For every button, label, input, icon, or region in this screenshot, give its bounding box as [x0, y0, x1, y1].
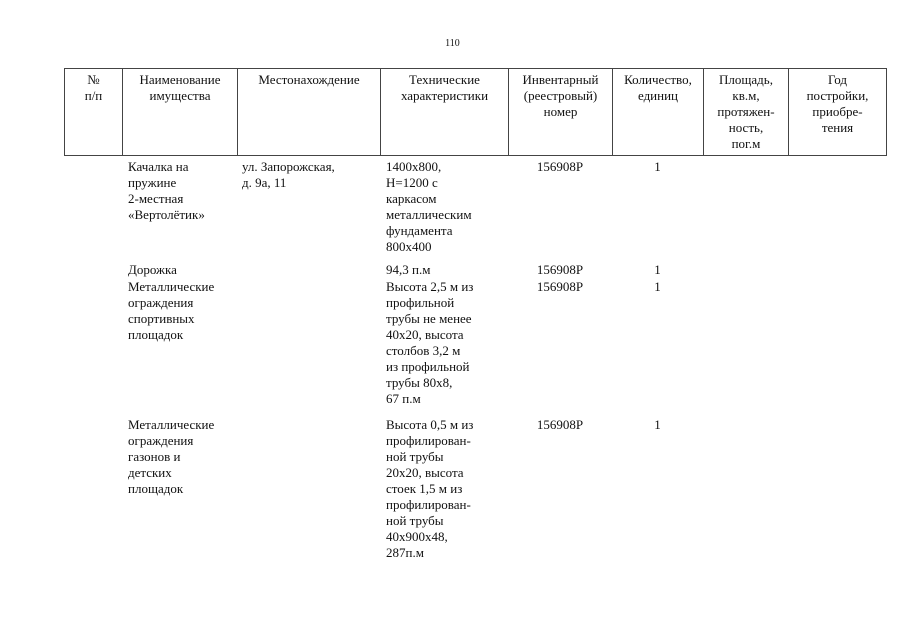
- row-quantity: 1: [654, 159, 661, 174]
- row-name: Металлические ограждения газонов и детских площадок: [128, 417, 215, 496]
- column-divider: [703, 68, 704, 156]
- column-divider: [237, 68, 238, 156]
- column-divider: [508, 68, 509, 156]
- header-location: Местонахождение: [258, 72, 360, 87]
- column-divider: [886, 68, 887, 156]
- column-divider: [788, 68, 789, 156]
- row-quantity: 1: [654, 262, 661, 277]
- row-name: Качалка на пружине 2-местная «Вертолётик»: [128, 159, 205, 222]
- row-inventory: 156908Р: [536, 417, 584, 432]
- header-year: Год постройки, приобре- тения: [806, 72, 869, 135]
- row-inventory: 156908Р: [536, 159, 584, 174]
- row-location: ул. Запорожская, д. 9а, 11: [242, 159, 335, 190]
- header-quantity: Количество, единиц: [624, 72, 692, 103]
- header-bottom-border: [64, 155, 887, 156]
- page-number: 110: [445, 38, 460, 49]
- row-specs: Высота 2,5 м из профильной трубы не менее 40х20, высота столбов 3,2 м из профильной трубы 80х8, 67 п.м: [386, 279, 474, 406]
- column-divider: [380, 68, 381, 156]
- row-name: Металлические ограждения спортивных площадок: [128, 279, 215, 342]
- column-divider: [122, 68, 123, 156]
- column-divider: [612, 68, 613, 156]
- header-name: Наименование имущества: [139, 72, 221, 103]
- row-specs: Высота 0,5 м из профилирован- ной трубы 20х20, высота стоек 1,5 м из профилирован- ной трубы 40х900х48, 287п.м: [386, 417, 474, 560]
- row-name: Дорожка: [128, 262, 177, 277]
- row-specs: 94,3 п.м: [386, 262, 431, 277]
- row-inventory: 156908Р: [536, 279, 584, 294]
- column-divider: [64, 68, 65, 156]
- header-area: Площадь, кв.м, протяжен- ность, пог.м: [717, 72, 775, 151]
- row-quantity: 1: [654, 417, 661, 432]
- header-inventory: Инвентарный (реестровый) номер: [522, 72, 599, 119]
- row-specs: 1400х800, Н=1200 с каркасом металлическим фундамента 800х400: [386, 159, 472, 254]
- row-quantity: 1: [654, 279, 661, 294]
- header-specs: Технические характеристики: [400, 72, 489, 103]
- row-inventory: 156908Р: [536, 262, 584, 277]
- header-top-border: [64, 68, 887, 69]
- header-num: № п/п: [84, 72, 103, 103]
